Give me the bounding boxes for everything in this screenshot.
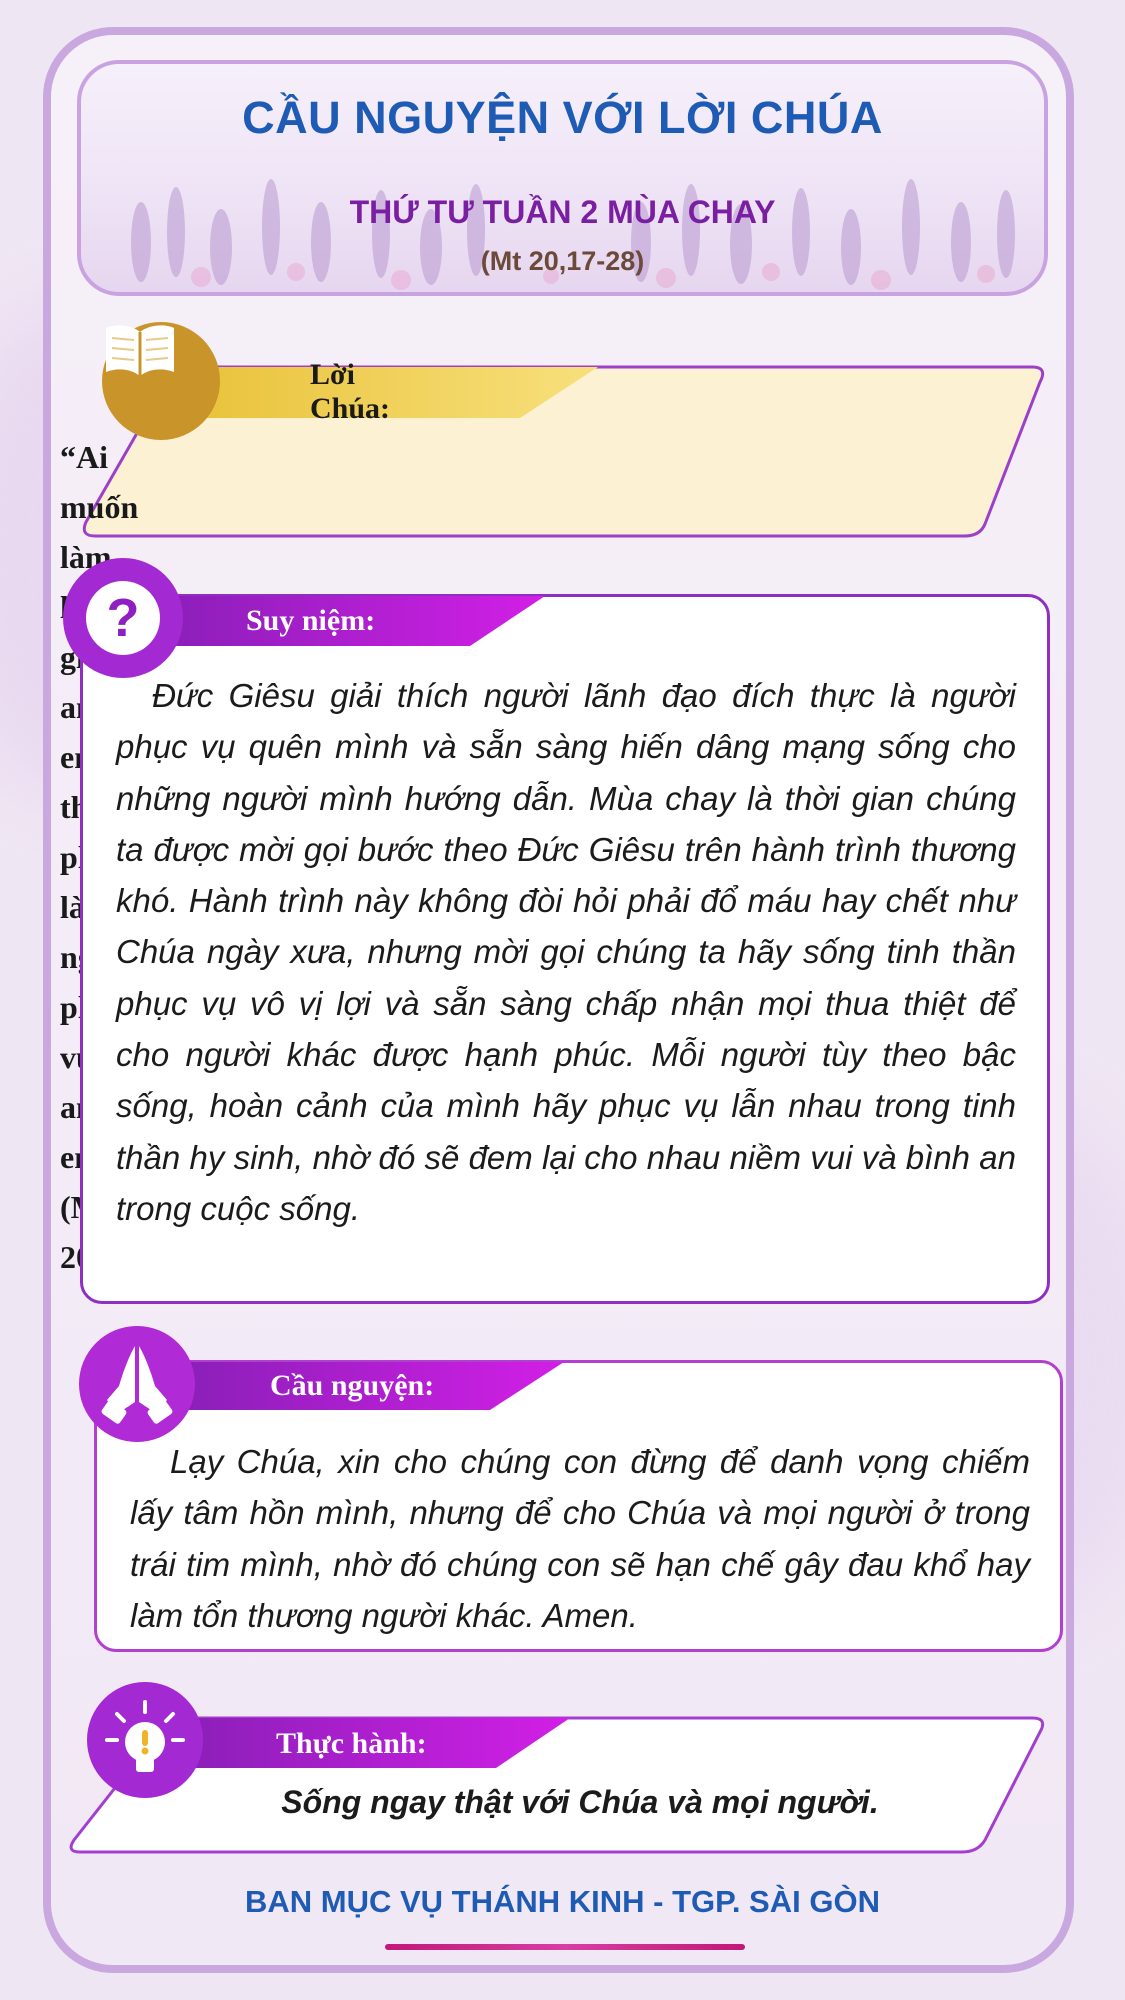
footer-credit: BAN MỤC VỤ THÁNH KINH - TGP. SÀI GÒN xyxy=(245,1884,880,1919)
practice-text: Sống ngay thật với Chúa và mọi người. xyxy=(281,1784,879,1820)
word-label: Lời Chúa: xyxy=(310,358,391,425)
question-mark-icon: ? xyxy=(63,558,183,678)
footer-divider xyxy=(385,1944,745,1950)
scripture-reference: (Mt 20,17-28) xyxy=(480,246,645,276)
word-box-shape xyxy=(0,0,1125,560)
prayer-text: Lạy Chúa, xin cho chúng con đừng để danh vọng chiếm lấy tâm hồn mình, nhưng để cho Chúa và mọi người ở trong trái tim mình, nhờ đó chúng con sẽ hạn chế gây đau khổ hay làm tổn thương người khác. Amen. xyxy=(130,1443,1030,1634)
open-book-icon xyxy=(102,322,220,440)
reflection-text: Đức Giêsu giải thích người lãnh đạo đích thực là người phục vụ quên mình và sẵn sàng hiến dâng mạng sống cho những người mình hướng dẫn. Mùa chay là thời gian chúng ta được mời gọi bước theo Đức Giêsu trên hành trình thương khó. Hành trình này không đòi hỏi phải đổ máu hay chết như Chúa ngày xưa, nhưng mời gọi chúng ta hãy sống tinh thần phục vụ vô vị lợi và sẵn sàng chấp nhận mọi thua thiệt để cho người khác được hạnh phúc. Mỗi người tùy theo bậc sống, hoàn cảnh của mình hãy phục vụ lẫn nhau trong tinh thần hy sinh, nhờ đó sẽ đem lại cho nhau niềm vui và bình an trong cuộc sống. xyxy=(116,677,1016,1227)
lightbulb-icon xyxy=(87,1682,203,1798)
page-title: CẦU NGUYỆN VỚI LỜI CHÚA xyxy=(242,92,883,143)
prayer-label: Cầu nguyện: xyxy=(270,1369,435,1402)
reflection-label: Suy niệm: xyxy=(246,604,376,637)
page-subtitle: THỨ TƯ TUẦN 2 MÙA CHAY xyxy=(349,194,776,230)
practice-label: Thực hành: xyxy=(276,1727,427,1760)
praying-hands-icon xyxy=(79,1326,195,1442)
